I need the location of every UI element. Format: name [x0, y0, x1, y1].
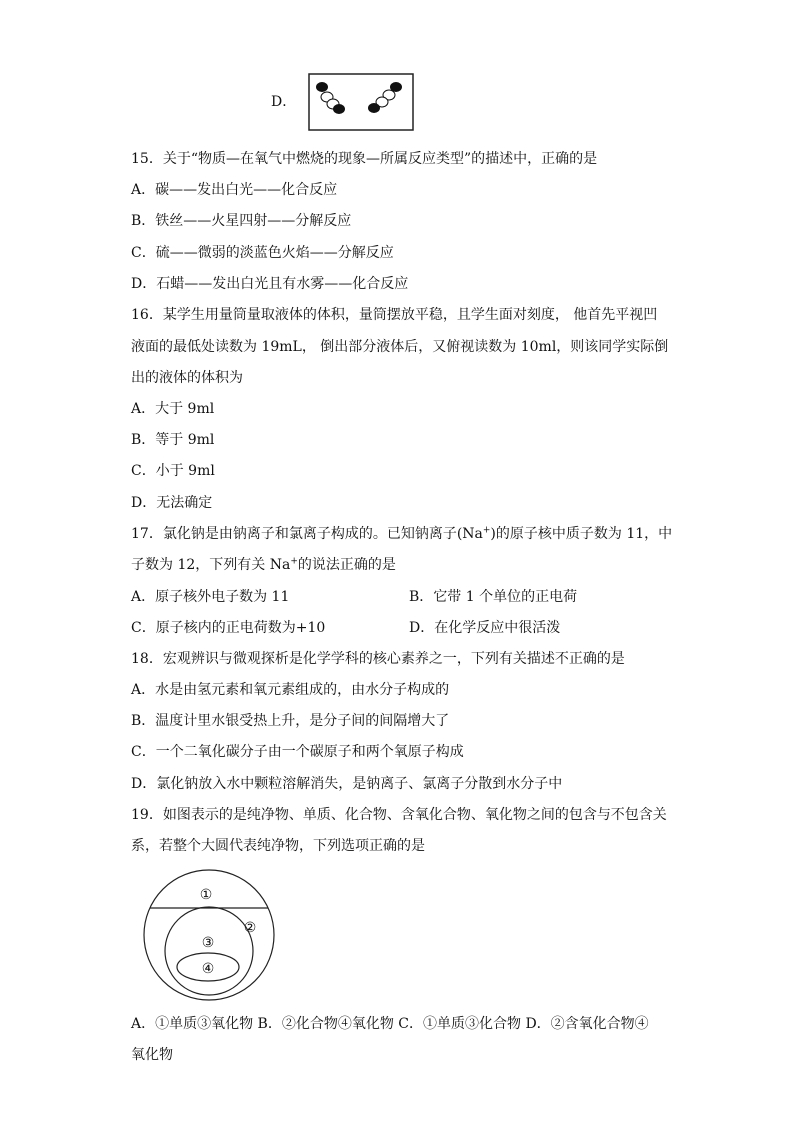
q18-option-c: C．一个二氧化碳分子由一个碳原子和两个氧原子构成 [131, 744, 464, 760]
q19-options-line-1: A．①单质③氧化物 B．②化合物④氧化物 C．①单质③化合物 D．②含氧化合物④ [131, 1016, 649, 1032]
q17-option-a: A．原子核外电子数为 11 [131, 589, 290, 605]
atom-black [333, 104, 345, 114]
q19-venn-diagram [136, 866, 286, 1002]
q17-option-c: C．原子核内的正电荷数为+10 [131, 620, 326, 636]
q18-option-a: A．水是由氢元素和氧元素组成的，由水分子构成的 [131, 682, 450, 698]
diagram-label-3: ③ [201, 935, 215, 951]
q19-stem-line-2: 系，若整个大圆代表纯净物，下列选项正确的是 [131, 838, 425, 854]
q17-option-d: D．在化学反应中很活泼 [409, 620, 561, 636]
q18-stem: 18．宏观辨识与微观探析是化学学科的核心素养之一，下列有关描述不正确的是 [131, 651, 625, 667]
diagram-label-4: ④ [201, 961, 215, 977]
q16-stem-line-1: 16．某学生用量筒量取液体的体积，量筒摆放平稳，且学生面对刻度， 他首先平视凹 [131, 307, 658, 323]
q17-stem-line-2-sup: + [290, 556, 298, 567]
q17-stem-line-1-sup: + [482, 525, 491, 536]
q17-option-b: B．它带 1 个单位的正电荷 [409, 589, 578, 605]
q17-stem-line-1-a: 17．氯化钠是由钠离子和氯离子构成的。已知钠离子(Na [131, 526, 483, 542]
diagram-label-1: ① [199, 887, 213, 903]
middle-circle [165, 907, 253, 995]
q16-option-d: D．无法确定 [131, 495, 213, 511]
q17-stem-line-2 [131, 556, 396, 574]
q19-options-line-2: 氧化物 [131, 1047, 173, 1063]
q17-stem-line-1-b: )的原子核中质子数为 11，中 [490, 526, 673, 542]
q16-option-b: B．等于 9ml [131, 432, 215, 448]
q17-stem-line-2-a: 子数为 12，下列有关 Na [131, 557, 291, 573]
q16-stem-line-2: 液面的最低处读数为 19mL， 倒出部分液体后，又俯视读数为 10ml，则该同学实际倒 [131, 339, 669, 355]
q14-molecule-diagram [308, 73, 414, 131]
q19-stem-line-1: 19．如图表示的是纯净物、单质、化合物、含氧化合物、氧化物之间的包含与不包含关 [131, 807, 667, 823]
q18-option-b: B．温度计里水银受热上升，是分子间的间隔增大了 [131, 713, 450, 729]
q14-option-d-label: D． [271, 94, 297, 110]
q15-option-b: B．铁丝——火星四射——分解反应 [131, 213, 352, 229]
q15-option-d: D．石蜡——发出白光且有水雾——化合反应 [131, 276, 409, 292]
q15-stem: 15．关于“物质—在氧气中燃烧的现象—所属反应类型”的描述中，正确的是 [131, 151, 598, 167]
q16-option-a: A．大于 9ml [131, 401, 215, 417]
q15-option-c: C．硫——微弱的淡蓝色火焰——分解反应 [131, 245, 394, 261]
q18-option-d: D．氯化钠放入水中颗粒溶解消失，是钠离子、氯离子分散到水分子中 [131, 776, 563, 792]
q16-option-c: C．小于 9ml [131, 463, 215, 479]
q17-stem-line-1 [131, 525, 672, 543]
q17-stem-line-2-b: 的说法正确的是 [297, 557, 396, 573]
q16-stem-line-3: 出的液体的体积为 [131, 370, 243, 386]
atom-black [316, 82, 328, 92]
q15-option-a: A．碳——发出白光——化合反应 [131, 182, 338, 198]
diagram-label-2: ② [243, 920, 257, 936]
atom-black [368, 103, 380, 113]
